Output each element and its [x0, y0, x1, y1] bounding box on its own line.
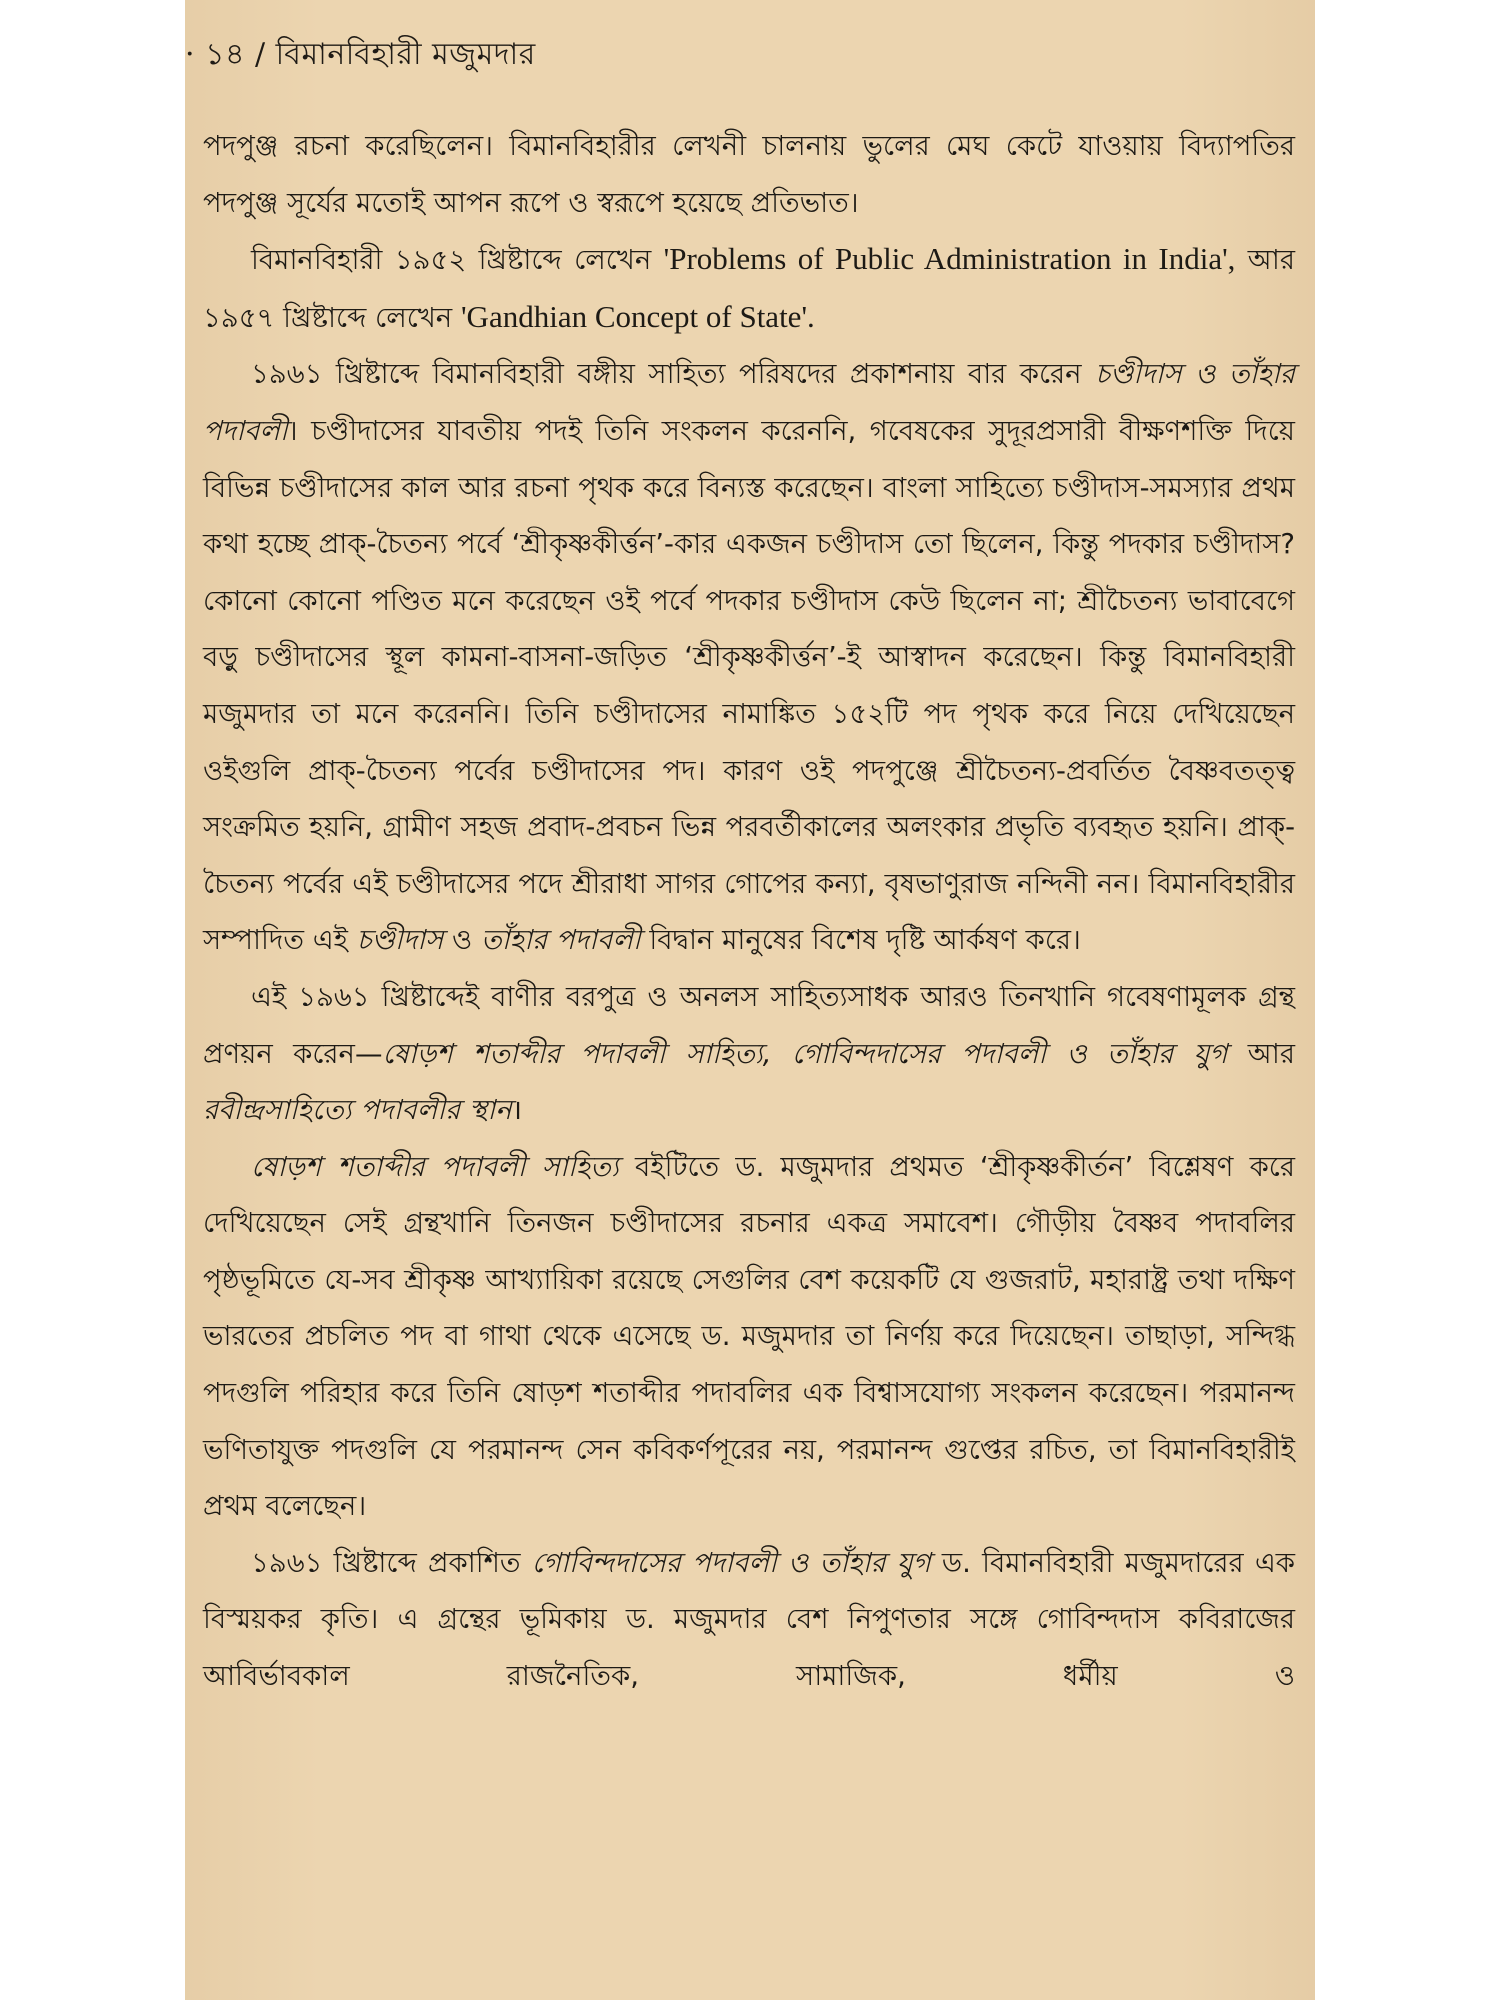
text-run: আর ১৯৫৭ খ্রিষ্টাব্দে লেখেন: [203, 244, 1295, 334]
paragraph: [203, 346, 1295, 969]
book-title-text: গোবিন্দদাসের পদাবলী ও তাঁহার যুগ: [531, 1546, 931, 1579]
text-run: পদপুঞ্জ রচনা করেছিলেন। বিমানবিহারীর লেখনী চালনায় ভুলের মেঘ কেটে যাওয়ায় বিদ্যাপতির পদপুঞ্জ সূর্যের মতোই আপন রূপে ও স্বরূপে হয়েছে প্রতিভাত।: [203, 130, 1295, 219]
book-title-text: চণ্ডীদাস ও তাঁহার পদাবলী: [203, 358, 1295, 447]
text-run: এই ১৯৬১ খ্রিষ্টাব্দেই বাণীর বরপুত্র ও অনলস সাহিত্যসাধক আরও তিনখানি গবেষণামূলক গ্রন্থ প্রণয়ন করেন—: [203, 980, 1295, 1070]
body-text: [203, 118, 1295, 1705]
english-title-text: 'Problems of Public Administration in India',: [663, 241, 1236, 277]
book-title-text: রবীন্দ্রসাহিত্যে পদাবলীর স্থান: [203, 1094, 512, 1127]
paragraph: [203, 1139, 1295, 1535]
text-run: ও: [443, 924, 482, 957]
paragraph: [203, 969, 1295, 1139]
book-title-text: ষোড়শ শতাব্দীর পদাবলী সাহিত্য, গোবিন্দদাসের পদাবলী ও তাঁহার যুগ: [382, 1037, 1228, 1070]
text-run: । চণ্ডীদাসের যাবতীয় পদই তিনি সংকলন করেননি, গবেষকের সুদূরপ্রসারী বীক্ষণশক্তি দিয়ে বিভিন্ন চণ্ডীদাসের কাল আর রচনা পৃথক করে বিন্যস্ত করেছেন। বাংলা সাহিত্যে চণ্ডীদাস-সমস্যার প্রথম কথা হচ্ছে প্রাক্-চৈতন্য পর্বে ‘শ্রীকৃষ্ণকীর্ত্তন’-কার একজন চণ্ডীদাস তো ছিলেন, কিন্তু পদকার চণ্ডীদাস? কোনো কোনো পণ্ডিত মনে করেছেন ওই পর্বে পদকার চণ্ডীদাস কেউ ছিলেন না; শ্রীচৈতন্য ভাবাবেগে বড়ু চণ্ডীদাসের স্থূল কামনা-বাসনা-জড়িত ‘শ্রীকৃষ্ণকীর্ত্তন’-ই আস্বাদন করেছেন। কিন্তু বিমানবিহারী মজুমদার তা মনে করেননি। তিনি চণ্ডীদাসের নামাঙ্কিত ১৫২টি পদ পৃথক করে নিয়ে দেখিয়েছেন ওইগুলি প্রাক্-চৈতন্য পর্বের চণ্ডীদাসের পদ। কারণ ওই পদপুঞ্জে শ্রীচৈতন্য-প্রবর্তিত বৈষ্ণবতত্ত্ব সংক্রমিত হয়নি, গ্রামীণ সহজ প্রবাদ-প্রবচন ভিন্ন পরবর্তীকালের অলংকার প্রভৃতি ব্যবহৃত হয়নি। প্রাক্-চৈতন্য পর্বের এই চণ্ডীদাসের পদে শ্রীরাধা সাগর গোপের কন্যা, বৃষভাণুরাজ নন্দিনী নন। বিমানবিহারীর সম্পাদিত এই: [203, 414, 1295, 957]
text-run: ড. বিমানবিহারী মজুমদারের এক বিস্ময়কর কৃতি। এ গ্রন্থের ভূমিকায় ড. মজুমদার বেশ নিপুণতার সঙ্গে গোবিন্দদাস কবিরাজের আবির্ভাবকাল রাজনৈতিক, সামাজিক, ধর্মীয় ও: [203, 1546, 1295, 1693]
text-run: ১৯৬১ খ্রিষ্টাব্দে বিমানবিহারী বঙ্গীয় সাহিত্য পরিষদের প্রকাশনায় বার করেন: [251, 358, 1096, 391]
paragraph: [203, 231, 1295, 346]
text-run: আর: [1227, 1037, 1296, 1070]
text-run: বিদ্বান মানুষের বিশেষ দৃষ্টি আর্কষণ করে।: [640, 924, 1081, 957]
text-run: ১৯৬১ খ্রিষ্টাব্দে প্রকাশিত: [251, 1546, 532, 1579]
paragraph: [203, 1535, 1295, 1705]
english-title-text: 'Gandhian Concept of State'.: [460, 298, 815, 334]
scanned-book-page: [185, 0, 1315, 2000]
running-head: · ১৪ / বিমানবিহারী মজুমদার: [185, 37, 536, 72]
book-title-text: তাঁহার পদাবলী: [481, 924, 641, 957]
book-title-text: ষোড়শ শতাব্দীর পদাবলী সাহিত্য: [251, 1150, 619, 1183]
text-run: ।: [511, 1094, 523, 1127]
text-run: বইটিতে ড. মজুমদার প্রথমত ‘শ্রীকৃষ্ণকীর্তন’ বিশ্লেষণ করে দেখিয়েছেন সেই গ্রন্থখানি তিনজন চণ্ডীদাসের রচনার একত্র সমাবেশ। গৌড়ীয় বৈষ্ণব পদাবলির পৃষ্ঠভূমিতে যে-সব শ্রীকৃষ্ণ আখ্যায়িকা রয়েছে সেগুলির বেশ কয়েকটি যে গুজরাট, মহারাষ্ট্র তথা দক্ষিণ ভারতের প্রচলিত পদ বা গাথা থেকে এসেছে ড. মজুমদার তা নির্ণয় করে দিয়েছেন। তাছাড়া, সন্দিগ্ধ পদগুলি পরিহার করে তিনি ষোড়শ শতাব্দীর পদাবলির এক বিশ্বাসযোগ্য সংকলন করেছেন। পরমানন্দ ভণিতাযুক্ত পদগুলি যে পরমানন্দ সেন কবিকর্ণপূরের নয়, পরমানন্দ গুপ্তের রচিত, তা বিমানবিহারীই প্রথম বলেছেন।: [203, 1150, 1295, 1523]
paragraph: [203, 118, 1295, 231]
book-title-text: চণ্ডীদাস: [356, 924, 444, 957]
text-run: বিমানবিহারী ১৯৫২ খ্রিষ্টাব্দে লেখেন: [251, 244, 664, 277]
